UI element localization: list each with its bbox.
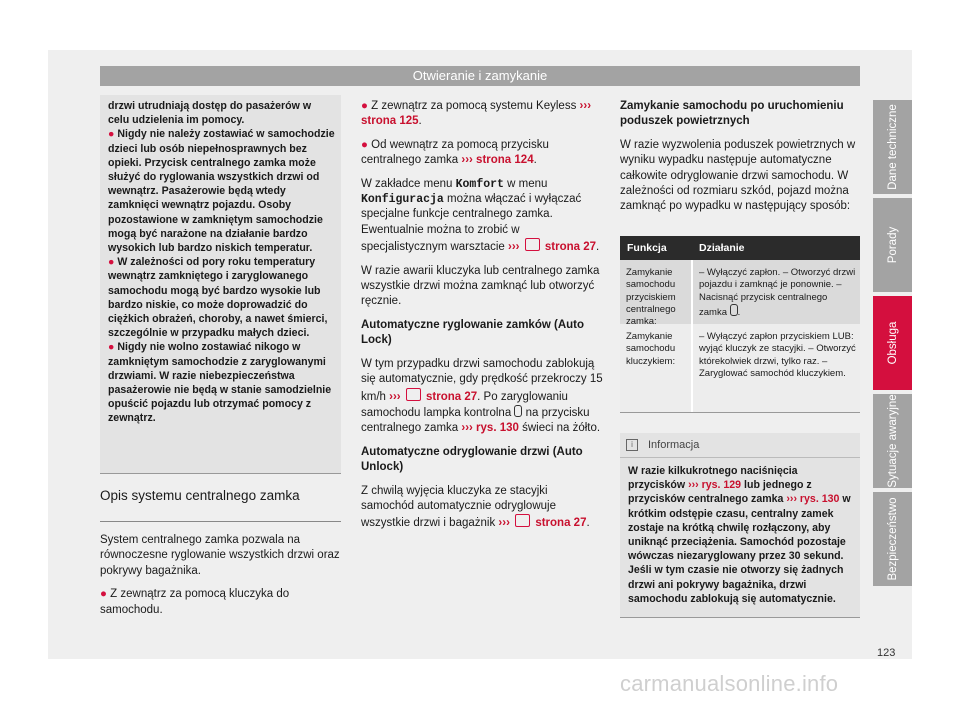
paragraph: Z chwilą wyjęcia kluczyka ze stacyjki samochód automatycznie odryglowuje wszystkie drzwi i bagażnik ››› strona 27.: [361, 484, 590, 530]
page-link[interactable]: strona 27: [535, 517, 587, 530]
figure-link[interactable]: ››› rys. 130: [461, 422, 519, 435]
page-link[interactable]: ››› strona 125: [361, 100, 592, 128]
info-title: Informacja: [648, 439, 700, 451]
section-paragraph: System centralnego zamka pozwala na równoczesne ryglowanie wszystkich drzwi oraz pokrywy bagażnika.: [100, 534, 340, 577]
table-cell: – Wyłączyć zapłon. – Otworzyć drzwi pojazdu i zamknąć je ponownie. –Nacisnąć przycisk centralnego zamka .: [699, 267, 856, 318]
bullet-icon: ●: [108, 256, 115, 269]
page-header: Otwieranie i zamykanie: [100, 66, 860, 86]
table-header-cell: Funkcja: [627, 242, 667, 254]
watermark: carmanualsonline.info: [620, 671, 839, 696]
book-icon: [515, 514, 530, 527]
page-link[interactable]: ››› strona 124: [461, 154, 534, 167]
table-header-cell: Działanie: [699, 242, 745, 254]
function-table: [620, 236, 860, 413]
bullet-icon: ●: [108, 341, 115, 354]
page-link[interactable]: strona 27: [544, 241, 597, 254]
bullet-item: ● Od wewnątrz za pomocą przycisku centralnego zamka ››› strona 124.: [361, 138, 549, 167]
info-header: [620, 433, 860, 458]
subheading: Zamykanie samochodu po uruchomieniu poduszek powietrznych: [620, 100, 844, 128]
warning-bullet: ● Nigdy nie wolno zostawiać nikogo w zamkniętym samochodzie z zaryglowanymi drzwiami. W razie niebezpieczeństwa pasażerowie nie będą w stanie samodzielnie opuścić pojazdu lub otrzymać pomocy z zewnątrz.: [108, 341, 332, 425]
book-icon: [525, 238, 540, 251]
table-cell: Zamykanie samochodu kluczykiem:: [626, 331, 676, 367]
menu-name: Komfort: [455, 177, 504, 191]
bullet-icon: ●: [108, 128, 115, 141]
menu-name: Konfiguracja: [361, 193, 444, 207]
tab-bezpieczenstwo[interactable]: Bezpieczeństwo: [873, 492, 912, 586]
paragraph: W zakładce menu Komfort w menu Konfiguracja można włączać i wyłączać specjalne funkcje centralnego zamka. Ewentualnie można to zrobić w specjalistycznym warsztacie ››› strona 27.: [361, 177, 600, 254]
column-1-text: [100, 533, 341, 626]
info-text: W razie kilkukrotnego naciśnięcia przycisków ››› rys. 129 lub jednego z przycisków centralnego zamka ››› rys. 130 w krótkim odstępie czasu, centralny zamek zostaje na krótką chwilę rozłączony, aby uniknąć przeciążenia. Samochód pozostaje wówczas niezaryglowany przez 30 sekund. Jeśli w tym czasie nie otworzy się żadnych drzwi ani pokrywy bagażnika, drzwi samochodu zablokują się automatycznie.: [628, 465, 851, 605]
paragraph: W razie awarii kluczyka lub centralnego zamka wszystkie drzwi można zamknąć lub otworzyć ręcznie.: [361, 264, 600, 308]
warning-box: [100, 95, 341, 474]
table-row: [620, 260, 860, 328]
subheading: Automatyczne odryglowanie drzwi (Auto Unlock): [361, 445, 583, 474]
info-icon: i: [626, 439, 638, 451]
table-cell: Zamykanie samochodu przyciskiem centralnego zamka:: [626, 267, 676, 328]
section-title: Opis systemu centralnego zamka: [100, 488, 300, 503]
table-header: [620, 236, 860, 260]
bullet-icon: ●: [361, 100, 368, 112]
tab-dane-techniczne[interactable]: Dane techniczne: [873, 100, 912, 194]
bullet-item: ● Z zewnątrz za pomocą kluczyka do samochodu.: [100, 588, 290, 616]
column-2-text: [361, 99, 603, 540]
info-box: [620, 433, 860, 618]
figure-link[interactable]: ››› rys. 130: [786, 493, 840, 506]
book-icon: [406, 388, 421, 401]
lock-indicator-icon: [514, 405, 522, 417]
tab-sytuacje-awaryjne[interactable]: Sytuacje awaryjne: [873, 394, 912, 488]
warning-bullet: ● W zależności od pory roku temperatury wewnątrz zamkniętego i zaryglowanego samochodu mogą być bardzo wysokie lub bardzo niskie, co może doprowadzić do ciężkich obrażeń, choroby, a nawet śmierci, szczególnie w przypadku małych dzieci.: [108, 256, 328, 340]
warning-paragraph: drzwi utrudniają dostęp do pasażerów w celu udzielenia im pomocy.: [108, 100, 312, 127]
bullet-icon: ●: [100, 588, 107, 601]
table-row: [620, 324, 860, 413]
page-number: 123: [877, 647, 896, 659]
lock-button-icon: [730, 304, 738, 316]
paragraph: W razie wyzwolenia poduszek powietrznych w wyniku wypadku następuje automatyczne całkowite odryglowanie drzwi samochodu. W zależności od rozmiaru szkód, pojazd można zamknąć po wypadku w następujący sposób:: [620, 138, 856, 213]
paragraph: W tym przypadku drzwi samochodu zablokują się automatycznie, gdy prędkość przekroczy 15 km/h ››› strona 27. Po zaryglowaniu samochodu lampka kontrolna na przycisku centralnego zamka ››› rys. 130 świeci na żółto.: [361, 357, 603, 435]
subheading: Automatyczne ryglowanie zamków (Auto Lock): [361, 318, 585, 347]
tab-obsluga[interactable]: Obsługa: [873, 296, 912, 390]
bullet-icon: ●: [361, 138, 368, 151]
bullet-item: ● Z zewnątrz za pomocą systemu Keyless ››› strona 125.: [361, 100, 592, 128]
table-cell: – Wyłączyć zapłon przyciskiem LUB: wyjąć kluczyk ze stacyjki. – Otworzyć którekolwiek drzwi, tylko raz. – Zaryglować samochód kluczykiem.: [699, 331, 856, 379]
tab-porady[interactable]: Porady: [873, 198, 912, 292]
column-3-text: [620, 99, 860, 223]
section-divider: [100, 521, 341, 522]
figure-link[interactable]: ››› rys. 129: [688, 479, 742, 492]
warning-bullet: ● Nigdy nie należy zostawiać w samochodzie dzieci lub osób niepełnosprawnych bez opieki. Przycisk centralnego zamka może służyć do ryglowania wszystkich drzwi od wewnątrz. Pasażerowie będą wtedy zamknięci wewnątrz pojazdu. Osoby pozostawione w zamkniętym samochodzie mogą być narażone na działanie bardzo wysokich lub bardzo niskich temperatur.: [108, 128, 335, 255]
page-link[interactable]: strona 27: [426, 390, 478, 403]
